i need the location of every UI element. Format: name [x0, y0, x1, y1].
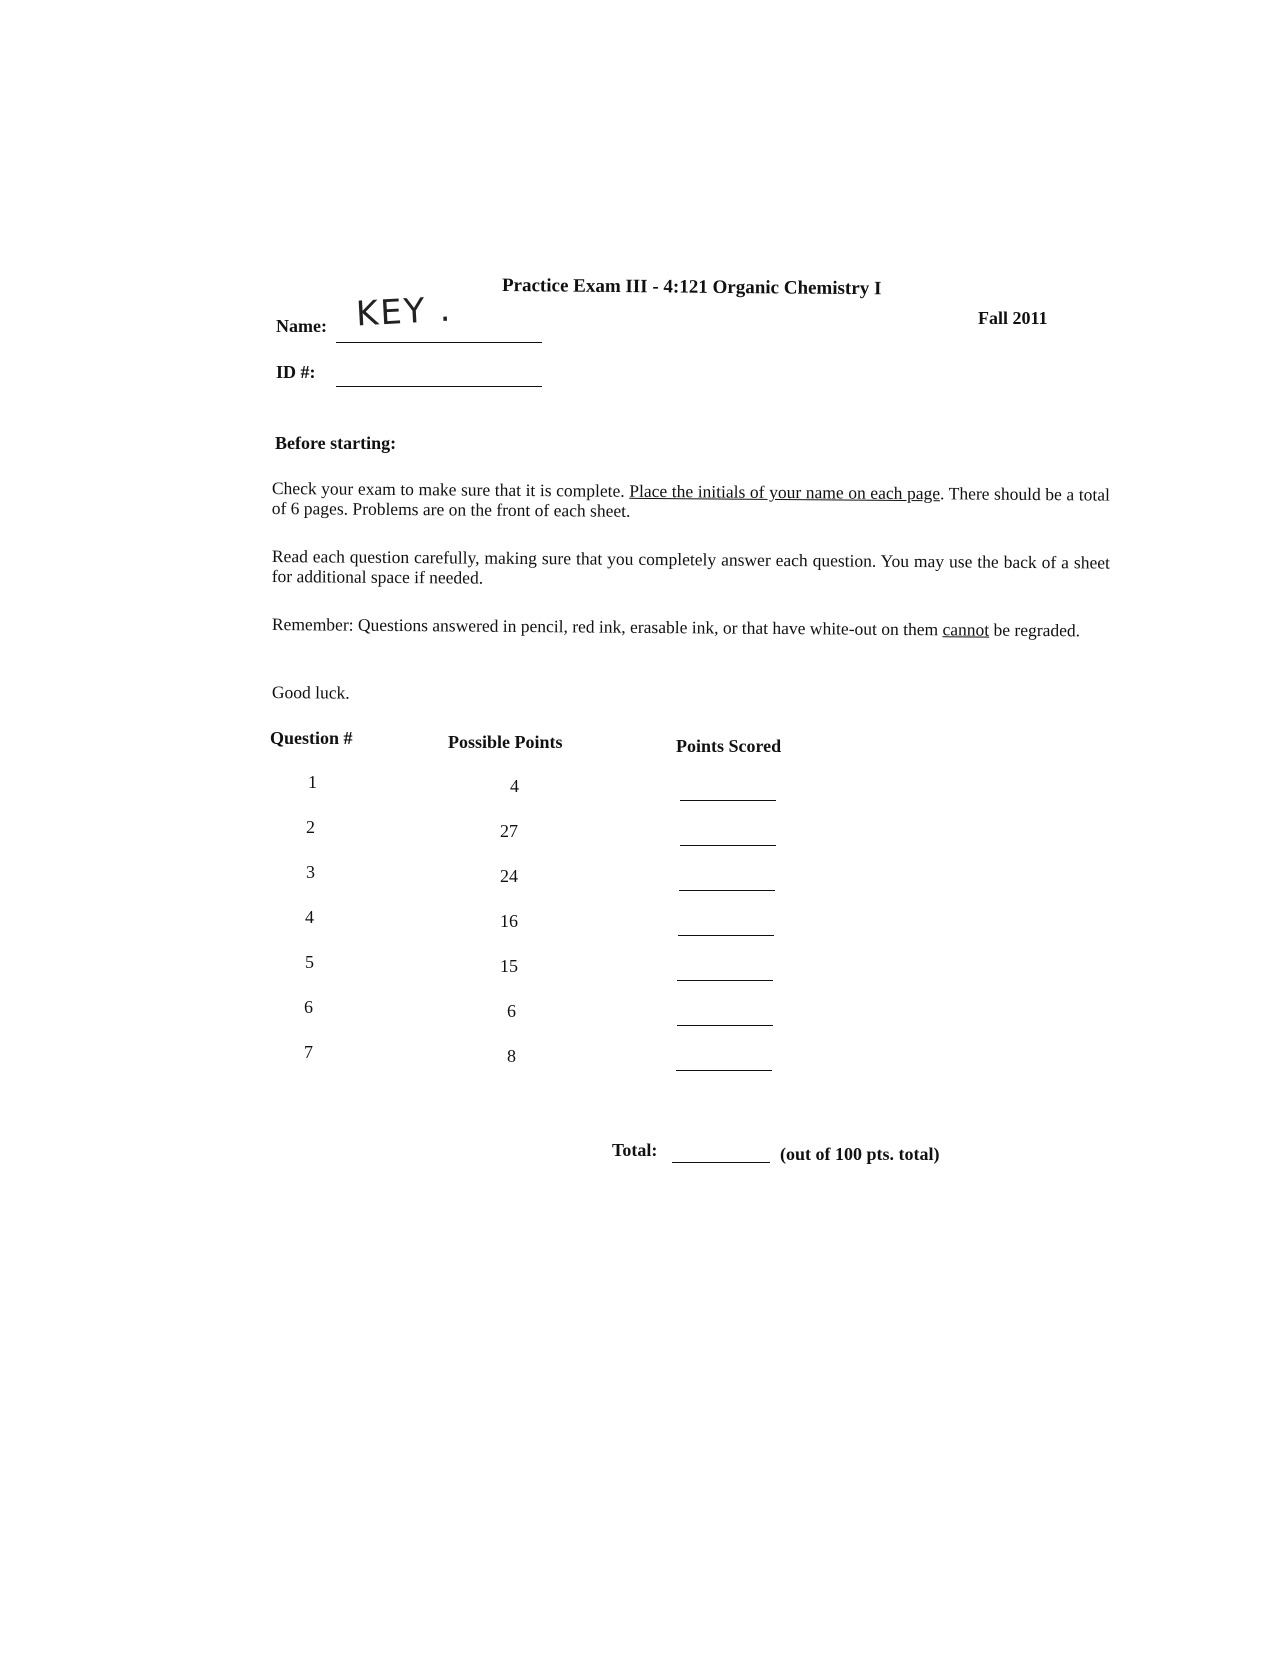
total-score-blank[interactable]	[672, 1162, 770, 1163]
total-note: (out of 100 pts. total)	[780, 1144, 940, 1164]
row-4-points: 16	[500, 911, 518, 931]
row-7-score-blank[interactable]	[676, 1070, 772, 1071]
exam-term: Fall 2011	[978, 308, 1048, 328]
row-5-question: 5	[305, 952, 314, 972]
row-4-question: 4	[305, 907, 314, 927]
instruction-1-text-b: . There should be a total of 6 pages. Problems are on the front of each sheet.	[271, 483, 1110, 521]
name-handwritten-value: KEY .	[355, 289, 454, 335]
row-2-question: 2	[306, 817, 315, 837]
row-5-score-blank[interactable]	[677, 980, 773, 981]
row-3-score-blank[interactable]	[679, 890, 775, 891]
total-label: Total:	[612, 1140, 658, 1160]
row-5-points: 15	[500, 956, 518, 976]
row-1-question: 1	[308, 772, 317, 792]
name-label: Name:	[276, 316, 327, 336]
instruction-paragraph-3	[272, 614, 1110, 641]
instruction-3-text-b: be regraded.	[989, 619, 1081, 641]
row-2-score-blank[interactable]	[680, 845, 776, 846]
id-underline	[336, 386, 542, 387]
row-3-question: 3	[306, 862, 315, 882]
row-6-points: 6	[507, 1001, 516, 1021]
row-4-score-blank[interactable]	[678, 935, 774, 936]
id-label: ID #:	[276, 362, 316, 382]
row-6-question: 6	[304, 997, 313, 1017]
instruction-1-underlined: Place the initials of your name on each page	[629, 480, 941, 504]
row-1-score-blank[interactable]	[680, 800, 776, 801]
header-possible-points: Possible Points	[448, 732, 563, 752]
row-6-score-blank[interactable]	[677, 1025, 773, 1026]
instruction-1-text-a: Check your exam to make sure that it is complete.	[271, 478, 630, 501]
good-luck-text: Good luck.	[271, 682, 350, 703]
instruction-3-underlined: cannot	[942, 619, 990, 640]
row-1-points: 4	[510, 776, 519, 796]
name-underline	[336, 342, 542, 343]
row-3-points: 24	[500, 866, 518, 886]
exam-title: Practice Exam III - 4:121 Organic Chemistry I	[501, 275, 882, 300]
header-question-number: Question #	[270, 728, 353, 748]
header-points-scored: Points Scored	[676, 736, 782, 756]
instruction-3-text-a: Remember: Questions answered in pencil, red ink, erasable ink, or that have white-out on them	[271, 614, 943, 640]
instruction-paragraph-1	[272, 478, 1110, 525]
row-7-question: 7	[304, 1042, 313, 1062]
instructions-heading: Before starting:	[275, 433, 397, 453]
instruction-paragraph-2: Read each question carefully, making sure that you completely answer each question. You may use the back of a sheet for additional space if needed.	[271, 546, 1110, 588]
row-2-points: 27	[500, 821, 518, 841]
row-7-points: 8	[507, 1046, 516, 1066]
